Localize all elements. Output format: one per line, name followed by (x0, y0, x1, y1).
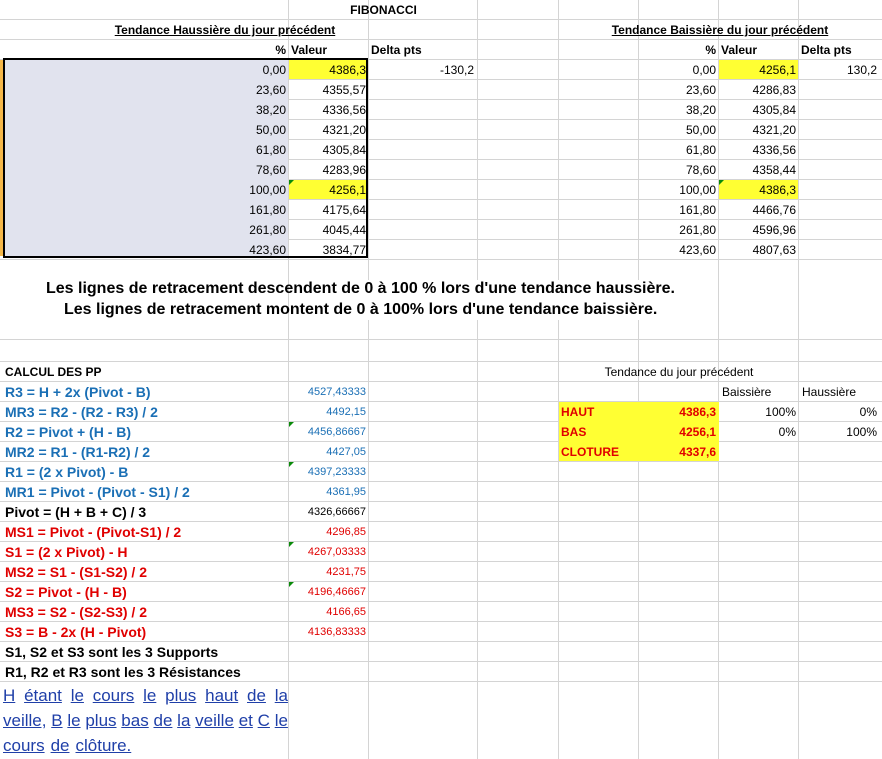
haussiere-pct-cell[interactable]: 161,80 (249, 203, 286, 217)
pp-formula-cell[interactable]: MS2 = S1 - (S1-S2) / 2 (5, 564, 147, 580)
legend-word: plus (165, 686, 197, 705)
haussiere-col-pct: % (275, 43, 286, 57)
pp-value-cell[interactable]: 4427,05 (326, 446, 366, 458)
baissiere-heading: Tendance Baissière du jour précédent (611, 23, 829, 37)
pp-value-cell[interactable]: 4456,86667 (307, 426, 366, 438)
haussiere-value-cell[interactable]: 4355,57 (322, 83, 366, 97)
haussiere-delta[interactable]: -130,2 (439, 63, 474, 77)
baissiere-col-val: Valeur (721, 43, 758, 57)
haussiere-value-cell[interactable]: 3834,77 (322, 243, 366, 257)
legend-note (3, 683, 288, 758)
baissiere-value-cell[interactable]: 4807,63 (752, 243, 796, 257)
baissiere-pct-cell[interactable]: 23,60 (685, 83, 716, 97)
pp-value-cell[interactable]: 4196,46667 (307, 586, 366, 598)
pp-formula-cell[interactable]: Pivot = (H + B + C) / 3 (5, 504, 147, 520)
legend-word: plus (85, 711, 117, 730)
haussiere-pct-cell[interactable]: 38,20 (255, 103, 286, 117)
prev-haussiere-cell[interactable]: 0% (859, 405, 877, 419)
baissiere-value-cell[interactable]: 4358,44 (752, 163, 796, 177)
resistances-note: R1, R2 et R3 sont les 3 Résistances (5, 664, 241, 680)
baissiere-delta[interactable]: 130,2 (846, 63, 877, 77)
legend-word: clôture. (75, 736, 132, 755)
pp-formula-cell[interactable]: R1 = (2 x Pivot) - B (5, 464, 129, 480)
legend-word: étant (24, 686, 62, 705)
haussiere-value-cell[interactable]: 4305,84 (322, 143, 366, 157)
note-line-2: Les lignes de retracement montent de 0 à 100% lors d'une tendance baissière. (64, 301, 658, 318)
haussiere-col-val: Valeur (291, 43, 328, 57)
haussiere-value-cell[interactable]: 4283,96 (322, 163, 366, 177)
baissiere-pct-cell[interactable]: 100,00 (679, 183, 716, 197)
baissiere-pct-cell[interactable]: 423,60 (679, 243, 716, 257)
prev-col-haussiere: Haussière (802, 385, 857, 399)
legend-word: le (70, 686, 84, 705)
pp-formula-cell[interactable]: S3 = B - 2x (H - Pivot) (5, 624, 147, 640)
pp-value-cell[interactable]: 4397,23333 (307, 466, 366, 478)
pp-value-cell[interactable]: 4361,95 (326, 486, 366, 498)
legend-word: de (153, 711, 173, 730)
legend-word: veille, (3, 711, 47, 730)
legend-word: bas (121, 711, 149, 730)
baissiere-pct-cell[interactable]: 50,00 (685, 123, 716, 137)
pp-value-cell[interactable]: 4527,43333 (307, 386, 366, 398)
haussiere-pct-cell[interactable]: 61,80 (255, 143, 286, 157)
pp-formula-cell[interactable]: MR3 = R2 - (R2 - R3) / 2 (5, 404, 158, 420)
pp-formula-cell[interactable]: MR1 = Pivot - (Pivot - S1) / 2 (5, 484, 190, 500)
prev-value-cell[interactable]: 4386,3 (679, 405, 716, 419)
baissiere-pct-cell[interactable]: 0,00 (692, 63, 716, 77)
baissiere-value-cell[interactable]: 4256,1 (759, 63, 796, 77)
haussiere-value-cell[interactable]: 4175,64 (322, 203, 366, 217)
haussiere-value-cell[interactable]: 4045,44 (322, 223, 366, 237)
baissiere-pct-cell[interactable]: 261,80 (679, 223, 716, 237)
haussiere-pct-cell[interactable]: 423,60 (249, 243, 286, 257)
haussiere-pct-cell[interactable]: 261,80 (249, 223, 286, 237)
pp-value-cell[interactable]: 4326,66667 (307, 506, 366, 518)
baissiere-pct-cell[interactable]: 161,80 (679, 203, 716, 217)
legend-word: de (247, 686, 266, 705)
prev-label-cell[interactable]: BAS (561, 425, 587, 439)
baissiere-pct-cell[interactable]: 78,60 (685, 163, 716, 177)
legend-word: de (50, 736, 70, 755)
note-line-1: Les lignes de retracement descendent de 0 à 100 % lors d'une tendance haussière. (46, 280, 675, 297)
prev-col-baissiere: Baissière (722, 385, 772, 399)
haussiere-value-cell[interactable]: 4386,3 (329, 63, 366, 77)
haussiere-pct-cell[interactable]: 23,60 (255, 83, 286, 97)
pp-value-cell[interactable]: 4296,85 (326, 526, 366, 538)
pp-formula-cell[interactable]: R2 = Pivot + (H - B) (5, 424, 132, 440)
pp-formula-cell[interactable]: MR2 = R1 - (R1-R2) / 2 (5, 444, 151, 460)
baissiere-value-cell[interactable]: 4286,83 (752, 83, 796, 97)
prev-haussiere-cell[interactable]: 100% (846, 425, 877, 439)
prev-value-cell[interactable]: 4337,6 (679, 445, 716, 459)
baissiere-col-delta: Delta pts (801, 43, 852, 57)
prev-baissiere-cell[interactable] (719, 442, 796, 462)
legend-word: le (143, 686, 157, 705)
pp-value-cell[interactable]: 4166,65 (326, 606, 366, 618)
pp-value-cell[interactable]: 4136,83333 (307, 626, 366, 638)
haussiere-heading: Tendance Haussière du jour précédent (114, 23, 336, 37)
haussiere-pct-cell[interactable]: 78,60 (255, 163, 286, 177)
baissiere-col-pct: % (705, 43, 716, 57)
baissiere-value-cell[interactable]: 4305,84 (752, 103, 796, 117)
sheet-title: FIBONACCI (350, 3, 417, 17)
haussiere-col-delta: Delta pts (371, 43, 422, 57)
pp-formula-cell[interactable]: MS3 = S2 - (S2-S3) / 2 (5, 604, 147, 620)
legend-word: la (274, 686, 288, 705)
prev-label-cell[interactable]: HAUT (561, 405, 595, 419)
baissiere-value-cell[interactable]: 4596,96 (752, 223, 796, 237)
baissiere-value-cell[interactable]: 4321,20 (752, 123, 796, 137)
legend-word: le (67, 711, 81, 730)
haussiere-value-cell[interactable]: 4256,1 (329, 183, 366, 197)
haussiere-value-cell[interactable]: 4321,20 (322, 123, 366, 137)
prev-heading: Tendance du jour précédent (604, 365, 754, 379)
legend-word: veille (195, 711, 234, 730)
prev-haussiere-cell[interactable] (799, 442, 877, 462)
haussiere-pct-cell[interactable]: 100,00 (249, 183, 286, 197)
pp-formula-cell[interactable]: S1 = (2 x Pivot) - H (5, 544, 128, 560)
legend-word: la (177, 711, 191, 730)
prev-baissiere-cell[interactable]: 100% (765, 405, 796, 419)
baissiere-value-cell[interactable]: 4466,76 (752, 203, 796, 217)
legend-word: H (3, 686, 16, 705)
haussiere-pct-cell[interactable]: 0,00 (262, 63, 286, 77)
baissiere-value-cell[interactable]: 4386,3 (759, 183, 796, 197)
legend-word: cours (92, 686, 135, 705)
haussiere-value-cell[interactable]: 4336,56 (322, 103, 366, 117)
pp-value-cell[interactable]: 4231,75 (326, 566, 366, 578)
prev-value-cell[interactable]: 4256,1 (679, 425, 716, 439)
pp-value-cell[interactable]: 4267,03333 (307, 546, 366, 558)
supports-note: S1, S2 et S3 sont les 3 Supports (5, 644, 219, 660)
pp-heading: CALCUL DES PP (5, 365, 102, 379)
pp-formula-cell[interactable]: S2 = Pivot - (H - B) (5, 584, 127, 600)
pp-formula-cell[interactable]: R3 = H + 2x (Pivot - B) (5, 384, 151, 400)
pp-value-cell[interactable]: 4492,15 (326, 406, 366, 418)
legend-word: cours (3, 736, 45, 755)
legend-word: C (257, 711, 270, 730)
pp-formula-cell[interactable]: MS1 = Pivot - (Pivot-S1) / 2 (5, 524, 182, 540)
baissiere-pct-cell[interactable]: 38,20 (685, 103, 716, 117)
legend-word: B (51, 711, 63, 730)
legend-word: et (238, 711, 253, 730)
haussiere-pct-cell[interactable]: 50,00 (255, 123, 286, 137)
baissiere-pct-cell[interactable]: 61,80 (685, 143, 716, 157)
legend-word: haut (205, 686, 239, 705)
prev-label-cell[interactable]: CLOTURE (561, 445, 619, 459)
prev-baissiere-cell[interactable]: 0% (778, 425, 796, 439)
legend-word: le (274, 711, 288, 730)
baissiere-value-cell[interactable]: 4336,56 (752, 143, 796, 157)
